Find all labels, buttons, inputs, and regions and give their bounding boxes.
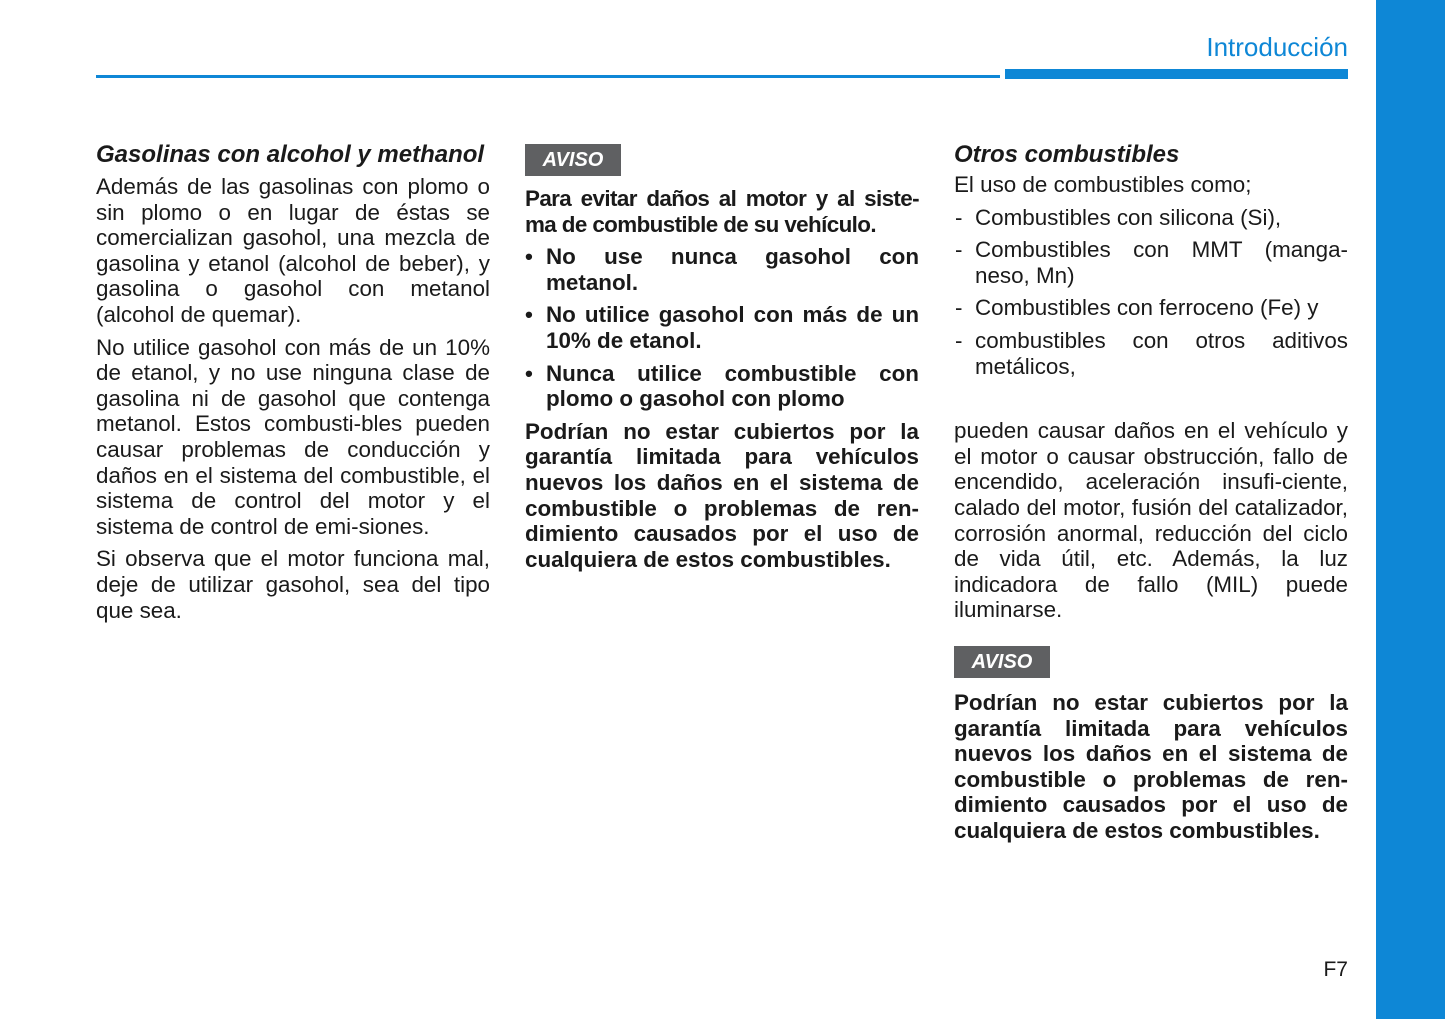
dash-marker: - xyxy=(955,237,963,263)
column-left xyxy=(96,141,490,623)
bullet-marker: • xyxy=(525,244,533,270)
bullet-marker: • xyxy=(525,302,533,328)
list-item xyxy=(525,302,919,353)
dash-marker: - xyxy=(955,295,963,321)
column-right xyxy=(954,141,1348,843)
section-heading: Gasolinas con alcohol y methanol xyxy=(96,141,485,168)
bullet-marker: • xyxy=(525,360,533,386)
warning-text: Podrían no estar cubiertos por la garantía limitada para vehículos nuevos los daños en el sistema de combustible o problemas de ren-dimiento causados por el uso de cualquiera de estos combustibles. xyxy=(954,689,1348,843)
list-item xyxy=(954,237,1348,288)
warning-badge: AVISO xyxy=(954,646,1050,678)
dash-marker: - xyxy=(955,327,963,353)
list-item-text: No utilice gasohol con más de un 10% de etanol. xyxy=(546,302,919,353)
section-title: Introducción xyxy=(1206,32,1348,62)
list-item xyxy=(525,361,919,412)
paragraph: pueden causar daños en el vehículo y el motor o causar obstrucción, fallo de encendido, aceleración insufi-ciente, calado del motor, fusión del catalizador, corrosión anormal, reducción del ciclo de vida útil, etc. Además, la luz indicadora de fallo (MIL) puede iluminarse. xyxy=(954,418,1348,623)
list-item-text: No use nunca gasohol con metanol. xyxy=(546,244,919,295)
page-number: F7 xyxy=(1323,958,1348,981)
header-rule xyxy=(96,75,1000,78)
warning-text: Podrían no estar cubiertos por la garantía limitada para vehículos nuevos los daños en el sistema de combustible o problemas de ren-dimiento causados por el uso de cualquiera de estos combustibles. xyxy=(525,418,919,572)
paragraph: Si observa que el motor funciona mal, deje de utilizar gasohol, sea del tipo que sea. xyxy=(96,546,490,623)
list-item-text: Combustibles con silicona (Si), xyxy=(975,204,1282,230)
paragraph: El uso de combustibles como; xyxy=(954,172,1252,197)
list-item xyxy=(954,328,1348,379)
list-item-text: combustibles con otros aditivos metálicos, xyxy=(975,327,1348,379)
side-tab-bar xyxy=(1376,0,1445,1019)
header-rule-accent xyxy=(1005,69,1348,79)
paragraph: Además de las gasolinas con plomo o sin plomo o en lugar de éstas se comercializan gasohol, una mezcla de gasolina y etanol (alcohol de beber), y gasolina o gasohol con metanol (alcohol de quemar). xyxy=(96,174,490,327)
warning-badge: AVISO xyxy=(525,144,621,176)
list-item xyxy=(954,205,1348,231)
dash-marker: - xyxy=(955,204,963,230)
column-middle xyxy=(525,144,919,572)
warning-list xyxy=(525,244,919,412)
list-item-text: Nunca utilice combustible con plomo o gasohol con plomo xyxy=(546,360,919,412)
list-item-text: Combustibles con MMT (manga-neso, Mn) xyxy=(975,237,1348,288)
paragraph: No utilice gasohol con más de un 10% de etanol, y no use ninguna clase de gasolina ni de gasohol que contenga metanol. Estos combusti-bles pueden causar problemas de conducción y daños en el sistema del combustible, el sistema de control del motor y el sistema de control de emi-siones. xyxy=(96,334,490,539)
section-heading: Otros combustibles xyxy=(954,141,1180,168)
list-item-text: Combustibles con ferroceno (Fe) y xyxy=(975,295,1319,321)
list-item xyxy=(954,295,1348,321)
warning-intro: Para evitar daños al motor y al siste-ma de combustible de su vehículo. xyxy=(525,186,919,237)
fuel-list xyxy=(954,205,1348,380)
list-item xyxy=(525,244,919,295)
